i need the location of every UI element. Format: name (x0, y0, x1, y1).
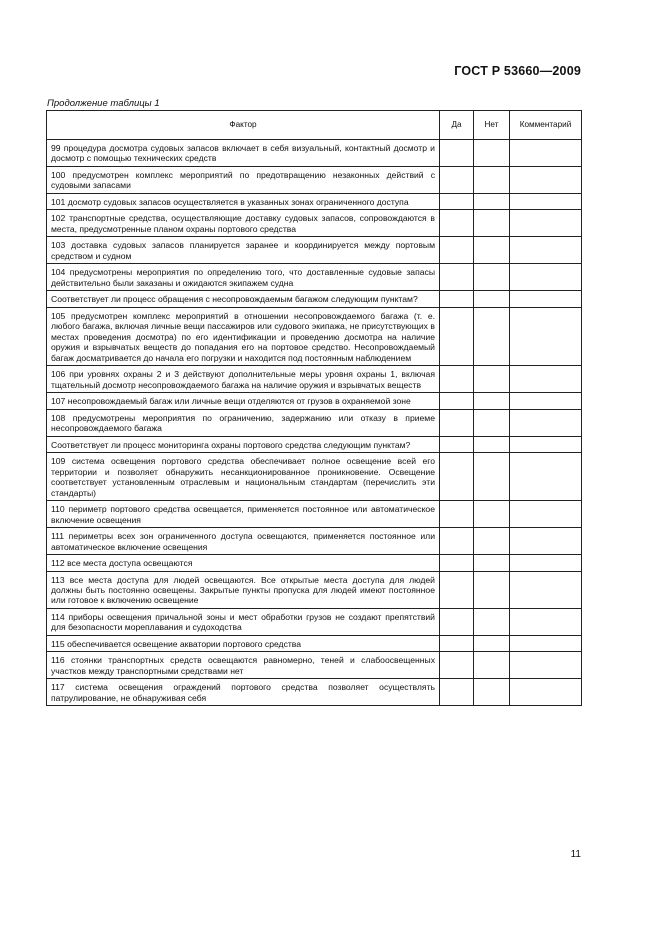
comment-cell (510, 307, 582, 365)
yes-cell (440, 555, 474, 571)
comment-cell (510, 528, 582, 555)
factor-cell: 117 система освещения ограждений портового средства позволяет осуществлять патрулирование, не обнаруживая себя (47, 679, 440, 706)
factor-cell: 114 приборы освещения причальной зоны и мест обработки грузов не создают препятствий для безопасности мореплавания и судоходства (47, 608, 440, 635)
no-cell (474, 264, 510, 291)
yes-cell (440, 571, 474, 608)
yes-cell (440, 409, 474, 436)
factor-cell: 110 периметр портового средства освещается, применяется постоянное или автоматическое включение освещения (47, 501, 440, 528)
no-cell (474, 193, 510, 209)
yes-cell (440, 193, 474, 209)
table-row (47, 393, 582, 409)
table-continuation-label: Продолжение таблицы 1 (47, 98, 160, 109)
yes-cell (440, 366, 474, 393)
comment-cell (510, 679, 582, 706)
comment-cell (510, 291, 582, 307)
yes-cell (440, 393, 474, 409)
yes-cell (440, 679, 474, 706)
table-row (47, 140, 582, 167)
no-cell (474, 528, 510, 555)
yes-cell (440, 237, 474, 264)
no-cell (474, 166, 510, 193)
comment-cell (510, 264, 582, 291)
comment-cell (510, 393, 582, 409)
table-row (47, 193, 582, 209)
factor-cell: 108 предусмотрены мероприятия по ограничению, задержанию или отказу в приеме несопровождаемого багажа (47, 409, 440, 436)
factor-cell: 102 транспортные средства, осуществляющие доставку судовых запасов, сопровождаются в места, предусмотренные планом охраны портового средства (47, 210, 440, 237)
yes-cell (440, 608, 474, 635)
column-header-no: Нет (474, 111, 510, 140)
document-code: ГОСТ Р 53660—2009 (454, 64, 581, 78)
table-row (47, 366, 582, 393)
comment-cell (510, 555, 582, 571)
factor-cell: 105 предусмотрен комплекс мероприятий в отношении несопровождаемого багажа (т. е. любого багажа, включая личные вещи пассажиров или судового экипажа, не присутствующих в местах проведения досмотра) по его идентификации и проведению досмотра на наличие оружия и взрывчатых веществ до попадания его на портовое средство. Несопровождаемый багаж досматривается до начала его погрузки и находится под постоянным наблюдением (47, 307, 440, 365)
yes-cell (440, 166, 474, 193)
factor-cell: 101 досмотр судовых запасов осуществляется в указанных зонах ограниченного доступа (47, 193, 440, 209)
column-header-factor: Фактор (47, 111, 440, 140)
page-number: 11 (570, 849, 581, 860)
no-cell (474, 291, 510, 307)
factor-cell: 111 периметры всех зон ограниченного доступа освещаются, применяется постоянное или автоматическое включение освещения (47, 528, 440, 555)
comment-cell (510, 571, 582, 608)
table-row (47, 635, 582, 651)
no-cell (474, 210, 510, 237)
no-cell (474, 237, 510, 264)
comment-cell (510, 366, 582, 393)
yes-cell (440, 528, 474, 555)
factor-cell: 99 процедура досмотра судовых запасов включает в себя визуальный, контактный досмотр и досмотр с помощью технических средств (47, 140, 440, 167)
table-row (47, 608, 582, 635)
factor-cell: 109 система освещения портового средства обеспечивает полное освещение всей его территории и позволяет обнаружить несанкционированное проникновение. Освещение соответствует установленным отраслевым и национальным стандартам (перечислить эти стандарты) (47, 453, 440, 501)
table-row (47, 453, 582, 501)
no-cell (474, 409, 510, 436)
factor-cell: 107 несопровождаемый багаж или личные вещи отделяются от грузов в охраняемой зоне (47, 393, 440, 409)
table-section-row (47, 436, 582, 452)
yes-cell (440, 436, 474, 452)
comment-cell (510, 652, 582, 679)
section-question-cell: Соответствует ли процесс мониторинга охраны портового средства следующим пунктам? (47, 436, 440, 452)
comment-cell (510, 436, 582, 452)
comment-cell (510, 140, 582, 167)
yes-cell (440, 652, 474, 679)
no-cell (474, 555, 510, 571)
table-row (47, 555, 582, 571)
no-cell (474, 501, 510, 528)
factor-cell: 115 обеспечивается освещение акватории портового средства (47, 635, 440, 651)
yes-cell (440, 210, 474, 237)
column-header-yes: Да (440, 111, 474, 140)
yes-cell (440, 140, 474, 167)
comment-cell (510, 501, 582, 528)
comment-cell (510, 409, 582, 436)
factor-cell: 113 все места доступа для людей освещаются. Все открытые места доступа для людей должны быть постоянно освещены. Закрытые пункты пропуска для людей имеют постоянное или готовое к включению освещение (47, 571, 440, 608)
factor-cell: 100 предусмотрен комплекс мероприятий по предотвращению незаконных действий с судовыми запасами (47, 166, 440, 193)
no-cell (474, 571, 510, 608)
no-cell (474, 608, 510, 635)
no-cell (474, 140, 510, 167)
yes-cell (440, 307, 474, 365)
yes-cell (440, 264, 474, 291)
no-cell (474, 307, 510, 365)
table-row (47, 501, 582, 528)
table-row (47, 237, 582, 264)
table-row (47, 264, 582, 291)
yes-cell (440, 501, 474, 528)
yes-cell (440, 291, 474, 307)
factor-cell: 112 все места доступа освещаются (47, 555, 440, 571)
comment-cell (510, 237, 582, 264)
comment-cell (510, 166, 582, 193)
table-row (47, 571, 582, 608)
column-header-comment: Комментарий (510, 111, 582, 140)
comment-cell (510, 608, 582, 635)
table-header-row (47, 111, 582, 140)
no-cell (474, 393, 510, 409)
table-row (47, 307, 582, 365)
factor-cell: 116 стоянки транспортных средств освещаются равномерно, теней и слабоосвещенных участков между транспортными средствами нет (47, 652, 440, 679)
table-row (47, 409, 582, 436)
yes-cell (440, 635, 474, 651)
comment-cell (510, 193, 582, 209)
no-cell (474, 436, 510, 452)
yes-cell (440, 453, 474, 501)
table-row (47, 528, 582, 555)
section-question-cell: Соответствует ли процесс обращения с несопровождаемым багажом следующим пунктам? (47, 291, 440, 307)
no-cell (474, 652, 510, 679)
table-row (47, 210, 582, 237)
no-cell (474, 635, 510, 651)
factors-table (46, 110, 582, 706)
comment-cell (510, 635, 582, 651)
factor-cell: 106 при уровнях охраны 2 и 3 действуют дополнительные меры уровня охраны 1, включая тщательный досмотр несопровождаемого багажа на наличие оружия и взрывчатых веществ (47, 366, 440, 393)
factor-cell: 104 предусмотрены мероприятия по определению того, что доставленные судовые запасы действительно были заказаны и ожидаются экипажем судна (47, 264, 440, 291)
no-cell (474, 366, 510, 393)
table-section-row (47, 291, 582, 307)
comment-cell (510, 210, 582, 237)
comment-cell (510, 453, 582, 501)
table-row (47, 652, 582, 679)
no-cell (474, 679, 510, 706)
table-row (47, 166, 582, 193)
no-cell (474, 453, 510, 501)
table-row (47, 679, 582, 706)
factor-cell: 103 доставка судовых запасов планируется заранее и координируется между портовым средством и судном (47, 237, 440, 264)
